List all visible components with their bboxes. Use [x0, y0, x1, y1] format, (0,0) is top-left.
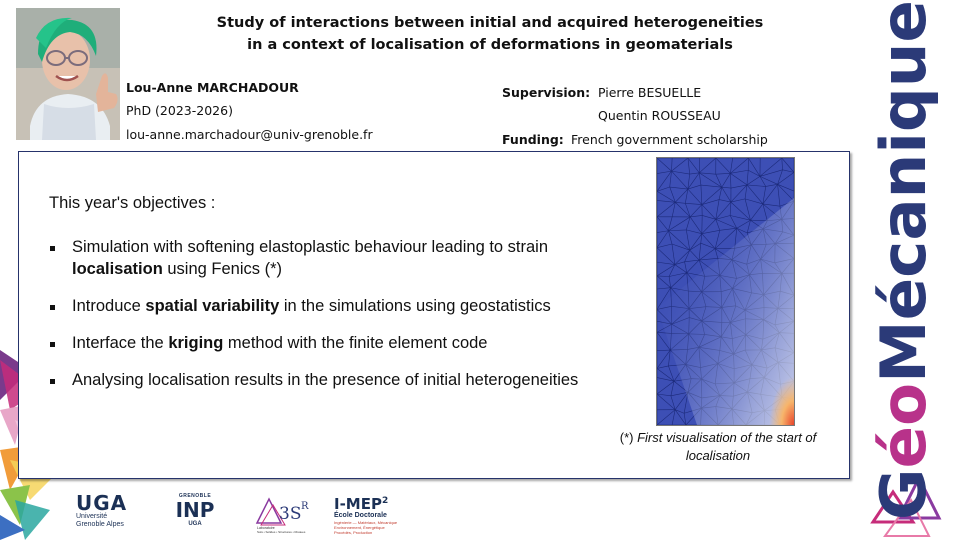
list-item — [50, 236, 630, 280]
item-bold: kriging — [168, 334, 224, 352]
imep-logo-tiny3: Procédés, Production — [334, 530, 373, 535]
imep-logo-tiny2: Environnement, Énergétique — [334, 525, 385, 530]
item-text: Interface the — [72, 334, 169, 352]
item-text: in the simulations using geostatistics — [279, 297, 551, 315]
item-text: Introduce — [72, 297, 146, 315]
brand-text — [867, 0, 940, 520]
3sr-logo — [255, 493, 315, 533]
imep-logo-line1: École Doctorale — [334, 512, 387, 519]
uga-logo — [76, 493, 136, 533]
uga-logo-text: UGA — [76, 491, 128, 515]
geomecanique-brand — [833, 0, 948, 540]
inp-logo-uga: UGA — [188, 521, 202, 527]
item-text: Simulation with softening elastoplastic behaviour leading to strain — [72, 238, 549, 256]
title-line-2: in a context of localisation of deformations in geomaterials — [247, 37, 733, 53]
author-email: lou-anne.marchadour@univ-grenoble.fr — [126, 127, 373, 142]
item-bold: spatial variability — [145, 297, 280, 315]
3sr-logo-line2: Sols • Solides • Structures • Risques — [257, 530, 306, 533]
caption-text: First visualisation of the start of localisation — [637, 430, 817, 463]
uga-logo-line2: Grenoble Alpes — [76, 521, 124, 528]
localisation-mesh-figure — [656, 157, 795, 426]
brand-mecanique: Mécanique — [867, 4, 940, 383]
3sr-logo-sup: R — [301, 501, 309, 512]
brand-g: G — [867, 469, 940, 520]
brand-eo: éo — [867, 383, 940, 469]
objectives-title: This year's objectives : — [49, 194, 216, 212]
imep-logo-text — [334, 493, 404, 512]
item-text: method with the finite element code — [223, 334, 488, 352]
3sr-logo-line1: Laboratoire — [257, 526, 275, 530]
objectives-list — [50, 236, 630, 406]
inp-logo-small: GRENOBLE — [178, 493, 212, 499]
imep-logo-tiny1: Ingénierie — Matériaux, Mécanique — [334, 520, 398, 525]
profile-photo — [16, 8, 120, 140]
imep-logo-main: I-MEP — [334, 495, 382, 513]
figure-caption — [596, 429, 840, 465]
imep-logo-sup: 2 — [381, 496, 389, 506]
inp-logo-text: INP — [175, 498, 215, 522]
title-line-1: Study of interactions between initial and acquired heterogeneities — [216, 15, 764, 31]
item-bold: localisation — [72, 260, 163, 278]
item-text: using Fenics (*) — [162, 260, 282, 278]
uga-logo-line1: Université — [76, 513, 108, 520]
grenoble-inp-logo — [172, 493, 218, 533]
item-text: Analysing localisation results in the presence of initial heterogeneities — [72, 371, 579, 389]
funding-value: French government scholarship — [571, 132, 768, 147]
supervisor-2: Quentin ROUSSEAU — [598, 108, 721, 123]
caption-prefix: (*) — [619, 430, 638, 445]
list-item — [50, 295, 630, 317]
poster-title — [175, 12, 805, 56]
funding-label: Funding: — [502, 132, 564, 147]
imep2-logo — [334, 493, 404, 533]
list-item — [50, 369, 630, 391]
author-name: Lou-Anne MARCHADOUR — [126, 80, 299, 95]
3sr-logo-text: 3S — [279, 504, 302, 524]
phd-period: PhD (2023-2026) — [126, 103, 233, 118]
supervision-label: Supervision: — [502, 85, 591, 100]
list-item — [50, 332, 630, 354]
supervisor-1: Pierre BESUELLE — [598, 85, 702, 100]
